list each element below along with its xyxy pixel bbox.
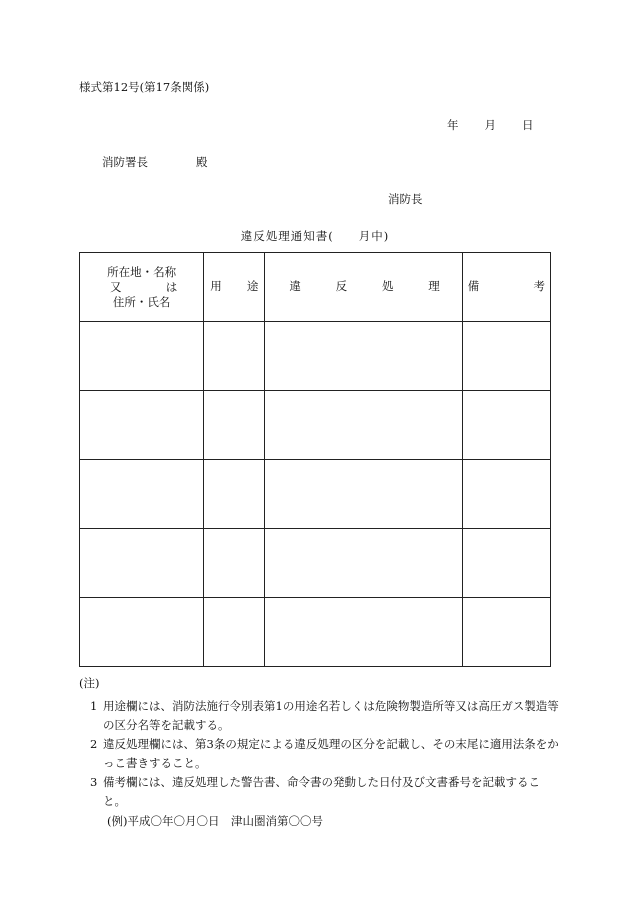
addressee-name: 消防署長 (102, 155, 148, 169)
notes-heading: (注) (79, 676, 100, 690)
header-remarks-char: 備 (467, 279, 480, 294)
table-row (80, 391, 551, 460)
header-violation-char: 理 (428, 279, 440, 294)
table-header-row (80, 253, 551, 322)
violation-report-table (79, 252, 551, 667)
form-number-label: 様式第12号(第17条関係) (79, 80, 210, 94)
table-row (80, 322, 551, 391)
addressee-honorific: 殿 (196, 155, 208, 169)
note-item (79, 735, 559, 773)
note-number: 2 (90, 736, 98, 751)
date-month: 月 (484, 118, 496, 132)
note-text: 備考欄には、違反処理した警告書、命令書の発動した日付及び文書番号を記載すること。 (103, 774, 540, 808)
cell-violation-handling[interactable] (265, 322, 462, 391)
cell-usage[interactable] (204, 529, 265, 598)
notes-section (79, 678, 559, 831)
table-row (80, 529, 551, 598)
note-text: 違反処理欄には、第3条の規定による違反処理の区分を記載し、その末尾に適用法条をかっこ書きすること。 (103, 736, 559, 770)
cell-remarks[interactable] (462, 529, 550, 598)
note-number: 1 (90, 698, 98, 713)
table-row (80, 598, 551, 667)
cell-location[interactable] (80, 598, 204, 667)
header-location-line1: 所在地・名称 (107, 264, 177, 279)
header-location-line2 (80, 280, 203, 295)
cell-violation-handling[interactable] (265, 460, 462, 529)
sender: 消防長 (388, 192, 423, 206)
header-violation-char: 反 (335, 279, 348, 294)
header-remarks-char: 考 (533, 279, 545, 294)
header-violation-char: 違 (289, 279, 301, 294)
cell-usage[interactable] (204, 391, 265, 460)
cell-remarks[interactable] (462, 460, 550, 529)
cell-usage[interactable] (204, 598, 265, 667)
header-usage-char: 用 (210, 279, 222, 294)
header-location (80, 253, 204, 322)
cell-violation-handling[interactable] (265, 391, 462, 460)
note-item (79, 697, 559, 735)
cell-location[interactable] (80, 322, 204, 391)
table-body (80, 322, 551, 667)
note-text: 用途欄には、消防法施行令別表第1の用途名若しくは危険物製造所等又は高圧ガス製造等の区分名等を記載する。 (103, 698, 559, 732)
header-remarks (462, 253, 550, 322)
header-location-or-2: は (165, 279, 178, 294)
cell-location[interactable] (80, 460, 204, 529)
date-line (447, 120, 534, 132)
cell-usage[interactable] (204, 322, 265, 391)
cell-violation-handling[interactable] (265, 598, 462, 667)
date-year: 年 (447, 118, 459, 132)
note-number: 3 (90, 774, 98, 789)
cell-remarks[interactable] (462, 322, 550, 391)
header-violation-char: 処 (381, 279, 394, 294)
header-location-or-1: 又 (110, 279, 122, 294)
cell-usage[interactable] (204, 460, 265, 529)
cell-remarks[interactable] (462, 598, 550, 667)
note-example: (例)平成〇年〇月〇日 津山圏消第〇〇号 (107, 813, 323, 828)
addressee (102, 157, 208, 169)
cell-location[interactable] (80, 529, 204, 598)
cell-location[interactable] (80, 391, 204, 460)
table-row (80, 460, 551, 529)
cell-remarks[interactable] (462, 391, 550, 460)
header-location-line3: 住所・氏名 (112, 294, 171, 309)
document-title: 違反処理通知書( 月中) (240, 229, 390, 243)
date-day: 日 (522, 118, 534, 132)
cell-violation-handling[interactable] (265, 529, 462, 598)
header-usage (204, 253, 265, 322)
note-item (79, 773, 559, 811)
header-usage-char: 途 (246, 279, 259, 294)
header-violation-handling (265, 253, 462, 322)
